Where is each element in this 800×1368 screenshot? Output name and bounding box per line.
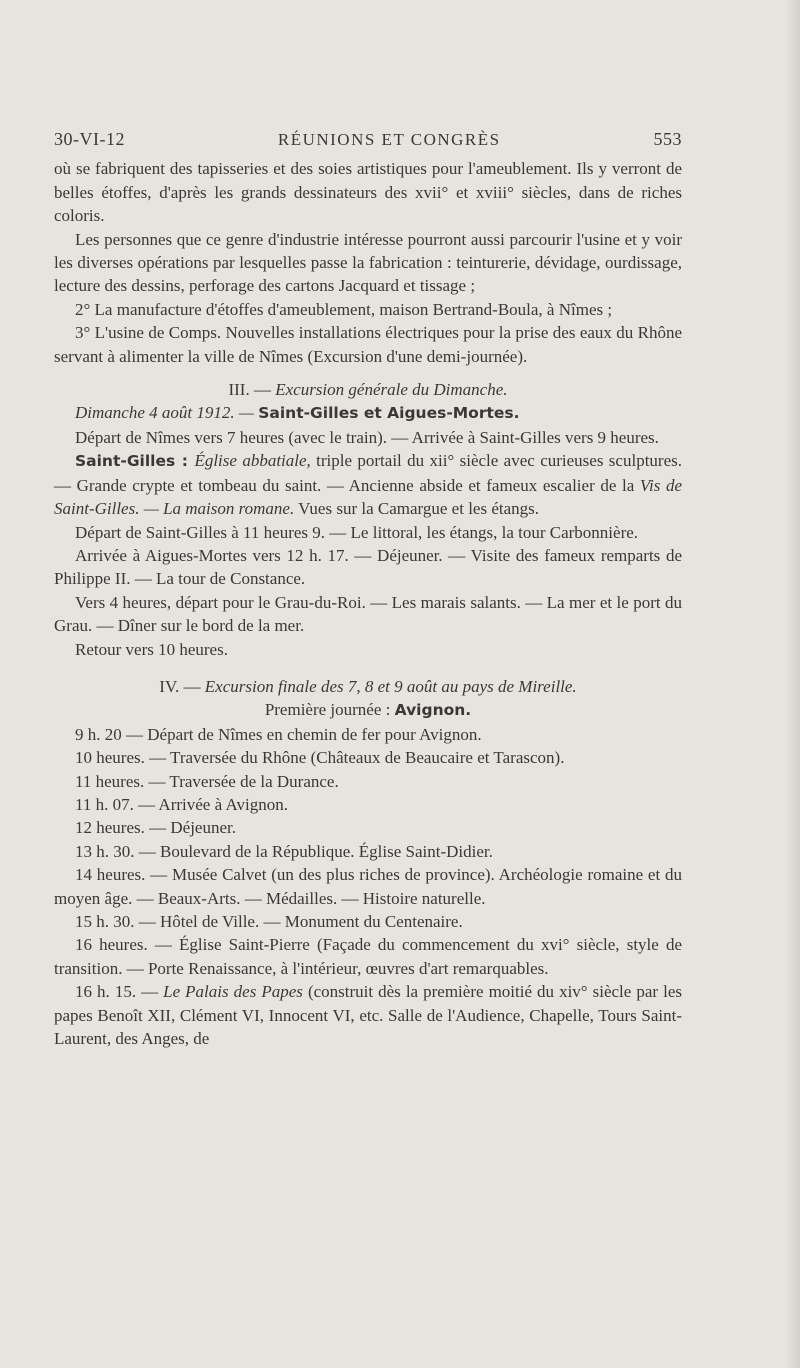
running-head bbox=[54, 128, 682, 151]
section-3-number: III. — bbox=[228, 380, 276, 400]
section-4-heading bbox=[54, 675, 682, 698]
eglise-abbatiale: Église abbatiale, bbox=[194, 451, 311, 471]
section-4-number: IV. — bbox=[159, 676, 205, 696]
section-3-departure: Départ de Nîmes vers 7 heures (avec le train). — Arrivée à Saint-Gilles vers 9 heures. bbox=[75, 427, 659, 447]
section-3-destination: Saint-Gilles et Aigues-Mortes. bbox=[258, 404, 520, 423]
itinerary-palais-des-papes bbox=[54, 980, 682, 1050]
palais-des-papes: Le Palais des Papes bbox=[163, 982, 303, 1002]
palais-time: 16 h. 15. — bbox=[75, 982, 164, 1002]
section-3-grau-du-roi: Vers 4 heures, départ pour le Grau-du-Roi. — Les marais salants. — La mer et le port du Grau. — Dîner sur le bord de la mer. bbox=[54, 592, 682, 636]
itinerary-line: 15 h. 30. — Hôtel de Ville. — Monument du Centenaire. bbox=[75, 912, 463, 931]
section-3-date: Dimanche 4 août 1912. — bbox=[75, 403, 259, 423]
saint-gilles-text-1: triple portail du xii° siècle avec curieuses sculptures. — Grande crypte et tombeau du saint. — Ancienne abside et fameux escalier de la bbox=[54, 451, 682, 495]
itinerary-line: 14 heures. — Musée Calvet (un des plus riches de province). Archéologie romaine et du moyen âge. — Beaux-Arts. — Médailles. — Histoire naturelle. bbox=[54, 865, 682, 908]
itinerary-line: 11 heures. — Traversée de la Durance. bbox=[75, 771, 339, 791]
page-edge-shadow bbox=[786, 0, 800, 1368]
avignon-label: Avignon. bbox=[394, 701, 472, 720]
section-4-title: Excursion finale des 7, 8 et 9 août au pays de Mireille. bbox=[204, 676, 577, 696]
itinerary-line: 16 heures. — Église Saint-Pierre (Façade du commencement du xvi° siècle, style de transition. — Porte Renaissance, à l'intérieur, œuvres d'art remarquables. bbox=[54, 935, 682, 978]
palais-text: (construit dès la première moitié du xiv° siècle par les papes Benoît XII, Clément VI, Innocent VI, etc. Salle de l'Audience, Chapelle, Tours Saint-Laurent, des Anges, de bbox=[54, 982, 682, 1049]
section-3-heading bbox=[54, 378, 682, 401]
header-date: 30-VI-12 bbox=[54, 129, 125, 149]
itinerary-line: 13 h. 30. — Boulevard de la République. Église Saint-Didier. bbox=[75, 841, 493, 861]
itinerary-line: 12 heures. — Déjeuner. bbox=[75, 818, 236, 838]
paragraph-manufacture: 2° La manufacture d'étoffes d'ameublement, maison Bertrand-Boula, à Nîmes ; bbox=[75, 299, 613, 319]
itinerary-line: 11 h. 07. — Arrivée à Avignon. bbox=[75, 794, 288, 814]
itinerary-line: 10 heures. — Traversée du Rhône (Châteaux de Beaucaire et Tarascon). bbox=[75, 748, 565, 768]
saint-gilles-label: Saint-Gilles : bbox=[75, 452, 195, 471]
section-3-aigues-mortes: Arrivée à Aigues-Mortes vers 12 h. 17. — Déjeuner. — Visite des fameux remparts de Philippe II. — La tour de Constance. bbox=[54, 545, 682, 589]
premiere-journee: Première journée : bbox=[264, 700, 395, 720]
header-title: RÉUNIONS ET CONGRÈS bbox=[277, 130, 501, 149]
section-3-saint-gilles bbox=[54, 449, 682, 520]
paragraph-usine: Les personnes que ce genre d'industrie intéresse pourront aussi parcourir l'usine et y voir les diverses opérations par lesquelles passe la fabrication : teinturerie, dévidage, ourdissage, lecture des dessins, perforage des cartons Jacquard et tissage ; bbox=[54, 229, 682, 296]
page-text bbox=[54, 128, 682, 1050]
section-3-date-line bbox=[54, 401, 682, 425]
section-4-subtitle bbox=[54, 698, 682, 722]
page-number: 553 bbox=[653, 129, 682, 149]
section-3-title: Excursion générale du Dimanche. bbox=[275, 380, 508, 400]
section-3-littoral: Départ de Saint-Gilles à 11 heures 9. — Le littoral, les étangs, la tour Carbonnière. bbox=[75, 522, 639, 542]
saint-gilles-text-2: Vues sur la Camargue et les étangs. bbox=[294, 499, 540, 519]
vis-saint-gilles: Vis de Saint-Gilles. — La maison romane. bbox=[54, 475, 682, 519]
paragraph-continued: où se fabriquent des tapisseries et des soies artistiques pour l'ameublement. Ils y verront de belles étoffes, d'après les grands dessinateurs des xvii° et xviii° siècles, dans de riches coloris. bbox=[54, 159, 682, 226]
section-3-return: Retour vers 10 heures. bbox=[75, 639, 228, 659]
paragraph-comps: 3° L'usine de Comps. Nouvelles installations électriques pour la prise des eaux du Rhône servant à alimenter la ville de Nîmes (Excursion d'une demi-journée). bbox=[54, 323, 682, 366]
itinerary-line: 9 h. 20 — Départ de Nîmes en chemin de fer pour Avignon. bbox=[75, 724, 482, 744]
